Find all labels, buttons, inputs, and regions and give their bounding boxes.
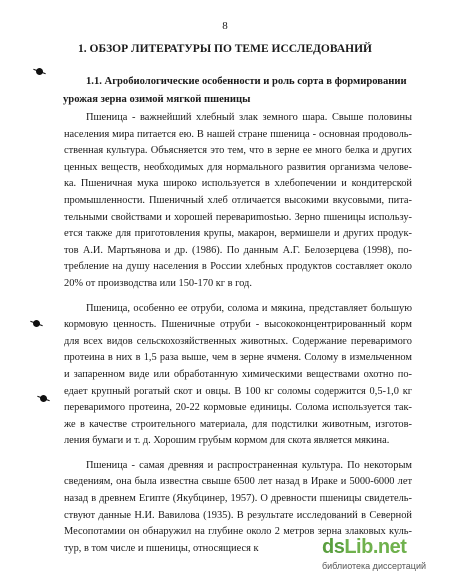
section-heading <box>63 73 416 109</box>
text-line: ления бумаги и т. д. Хорошим грубым кормом для скота является мякина. <box>64 435 390 447</box>
scan-speck-icon <box>35 67 44 76</box>
text-line: едает крупный рогатый скот и овцы. В 100 кг соломы содержится 0,5-1,0 кг <box>64 385 412 397</box>
text-line: промышленности. Пшеничный хлеб отличается высокими вкусовыми, пита- <box>64 194 412 206</box>
text-line: тур, в том числе и пшеницы, относящиеся к <box>64 542 259 554</box>
paragraph-2 <box>64 301 412 450</box>
section-heading-line-2: урожая зерна озимой мягкой пшеницы <box>63 94 251 105</box>
watermark-caption: библиотека диссертаций <box>322 561 427 571</box>
text-line: ценных веществ, необходимых для нормального развития организма челове- <box>64 161 412 173</box>
chapter-heading: 1. ОБЗОР ЛИТЕРАТУРЫ ПО ТЕМЕ ИССЛЕДОВАНИЙ <box>78 43 372 55</box>
text-line: 20% от производства или 150-170 кг в год. <box>64 277 252 289</box>
text-line: для всех видов сельскохозяйственных животных. Содержание переваримого <box>64 335 412 347</box>
text-line: протеина в них в 1,5 раза выше, чем в зерне ячменя. Солому в измельченном <box>64 352 412 364</box>
text-line: Пшеница - важнейший хлебный злак земного шара. Свыше половины <box>86 112 412 123</box>
text-line: требление на душу населения в России хлебных продуктов составляет около <box>64 261 412 273</box>
text-line: переваримого протеина, 20-22 кормовые единицы. Солома используется так- <box>64 402 412 414</box>
text-line: кормовую ценность. Пшеничные отруби - высококонцентрированный корм <box>64 319 412 331</box>
text-line: и запаренном виде или обработанную химическими веществами охотно по- <box>64 368 412 380</box>
text-line: сведениям, она была известна свыше 6500 лет назад в Ираке и 5000-6000 лет <box>64 476 412 488</box>
text-line: Пшеница, особенно ее отруби, солома и мякина, представляет большую <box>86 302 412 314</box>
text-line: ется также для приготовления крупы, макарон, вермишели и других продук- <box>64 228 412 240</box>
text-line: назад в древнем Египте (Якубцинер, 1957). О древности пшеницы свидетель- <box>64 493 412 505</box>
paragraph-1 <box>64 110 412 293</box>
text-line: населения мира питается ею. В нашей стране пшеница - основная продоволь- <box>64 128 412 140</box>
text-line: тельными свойствами и хорошей перевариmostью. Зерно пшеницы использу- <box>64 211 412 223</box>
text-line: тов А.И. Мартьянова и др. (1986). По данным А.Г. Белозерцева (1998), по- <box>64 244 412 256</box>
page-number: 8 <box>222 20 228 32</box>
scan-speck-icon <box>32 319 41 328</box>
watermark-logo: dsLib.net <box>322 536 407 558</box>
text-line: ка. Пшеничная мука широко используется в хлебопечении и кондитерской <box>64 178 412 190</box>
body-text <box>64 110 412 557</box>
text-line: же в качестве строительного материала, для подстилки животным, изготов- <box>64 418 412 430</box>
scan-speck-icon <box>39 394 48 403</box>
text-line: ственная культура. Объясняется это тем, что в зерне ее много белка и других <box>64 145 412 157</box>
watermark <box>322 536 442 572</box>
text-line: Месопотамии он обнаружил на глубине около 2 метров зерна злаковых куль- <box>64 526 412 538</box>
text-line: Пшеница - самая древняя и распространенная культура. По некоторым <box>86 459 412 471</box>
section-heading-line-1: 1.1. Агробиологические особенности и роль сорта в формировании <box>86 76 407 87</box>
text-line: ствуют данные Н.И. Вавилова (1935). В результате исследований в Северной <box>64 509 412 521</box>
